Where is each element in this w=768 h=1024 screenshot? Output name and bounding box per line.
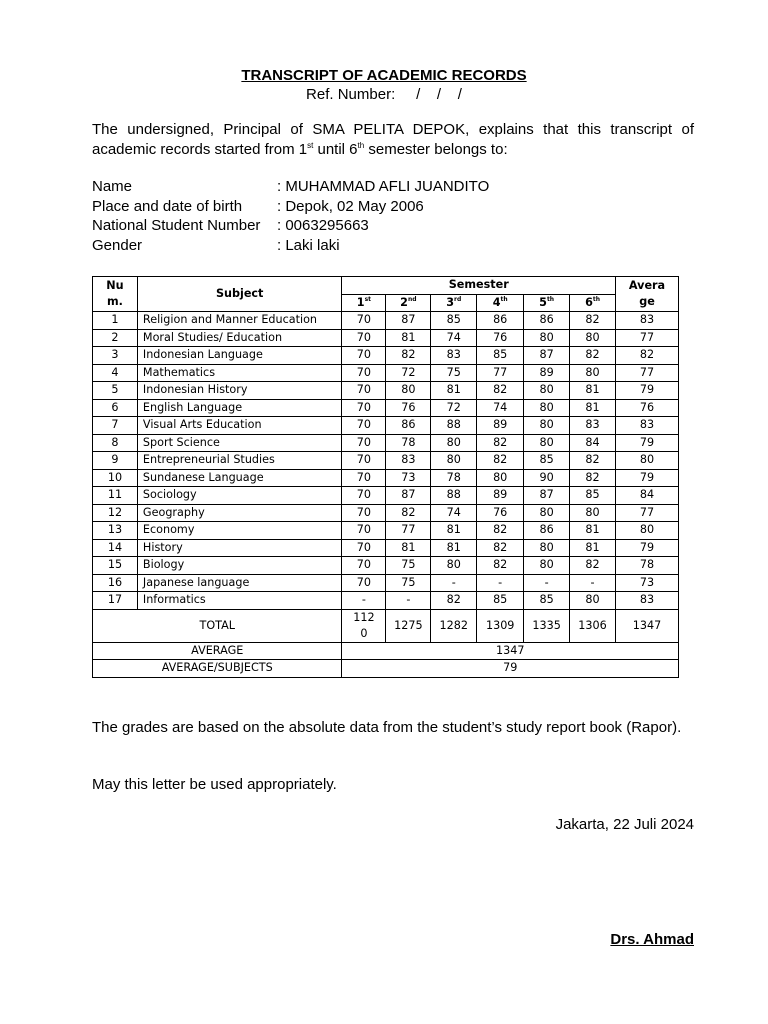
semester-4-score: 82: [477, 522, 524, 540]
table-row: [93, 557, 679, 575]
semester-3-score: -: [431, 574, 477, 592]
nsn-label: National Student Number: [92, 217, 261, 234]
semester-5-score: 80: [524, 504, 570, 522]
row-average: 83: [616, 592, 679, 610]
semester-5-score: 80: [524, 329, 570, 347]
row-number: 5: [93, 382, 138, 400]
nsn-row: [92, 216, 694, 236]
gender-row: [92, 236, 694, 256]
row-number: 9: [93, 452, 138, 470]
semester-1-score: 70: [342, 487, 386, 505]
table-row: [93, 574, 679, 592]
semester-3-score: 80: [431, 452, 477, 470]
row-number: 16: [93, 574, 138, 592]
semester-3-score: 85: [431, 312, 477, 330]
semester-2-score: 81: [386, 329, 431, 347]
row-number: 12: [93, 504, 138, 522]
semester-2-score: 83: [386, 452, 431, 470]
document-title: TRANSCRIPT OF ACADEMIC RECORDS: [241, 67, 527, 84]
row-average: 80: [616, 522, 679, 540]
semester-4-score: 85: [477, 592, 524, 610]
semester-6-score: 83: [570, 417, 616, 435]
average-value: 1347: [342, 642, 679, 660]
semester-1-score: 70: [342, 469, 386, 487]
total-sem-3: 1282: [431, 609, 477, 642]
semester-3-score: 80: [431, 434, 477, 452]
semester-6-score: 82: [570, 557, 616, 575]
row-average: 79: [616, 539, 679, 557]
semester-5-score: 90: [524, 469, 570, 487]
subject-name: Mathematics: [137, 364, 342, 382]
semester-6-score: 81: [570, 522, 616, 540]
table-row: [93, 522, 679, 540]
semester-1-header: 1st: [342, 294, 386, 312]
semester-1-score: 70: [342, 574, 386, 592]
average-row: [93, 642, 679, 660]
semester-6-score: 80: [570, 364, 616, 382]
semester-6-score: 81: [570, 399, 616, 417]
row-average: 77: [616, 329, 679, 347]
row-average: 76: [616, 399, 679, 417]
table-row: [93, 329, 679, 347]
semester-3-score: 75: [431, 364, 477, 382]
table-row: [93, 312, 679, 330]
row-average: 83: [616, 312, 679, 330]
semester-4-score: 76: [477, 504, 524, 522]
subject-name: History: [137, 539, 342, 557]
average-subjects-label: AVERAGE/SUBJECTS: [93, 660, 342, 678]
subject-name: English Language: [137, 399, 342, 417]
table-row: [93, 592, 679, 610]
subject-name: Sundanese Language: [137, 469, 342, 487]
semester-4-score: -: [477, 574, 524, 592]
semester-4-score: 80: [477, 469, 524, 487]
semester-1-score: 70: [342, 434, 386, 452]
semester-1-score: 70: [342, 452, 386, 470]
semester-5-score: 87: [524, 487, 570, 505]
semester-5-score: 80: [524, 417, 570, 435]
name-label: Name: [92, 178, 133, 195]
semester-6-score: 82: [570, 452, 616, 470]
semester-4-score: 76: [477, 329, 524, 347]
row-number: 7: [93, 417, 138, 435]
semester-6-score: 82: [570, 469, 616, 487]
row-number: 11: [93, 487, 138, 505]
semester-1-score: 70: [342, 539, 386, 557]
gender-label: Gender: [92, 236, 143, 254]
ref-label: Ref. Number:: [306, 86, 396, 103]
semester-3-score: 72: [431, 399, 477, 417]
semester-3-score: 74: [431, 504, 477, 522]
row-number: 2: [93, 329, 138, 347]
semester-6-score: 80: [570, 504, 616, 522]
semester-5-score: 80: [524, 382, 570, 400]
semester-2-score: 75: [386, 557, 431, 575]
row-average: 79: [616, 469, 679, 487]
subject-name: Geography: [137, 504, 342, 522]
semester-2-header: 2nd: [386, 294, 431, 312]
signer-name: Drs. Ahmad: [610, 931, 694, 948]
gender-value: : Laki laki: [277, 236, 340, 254]
row-average: 84: [616, 487, 679, 505]
total-sem-2: 1275: [386, 609, 431, 642]
reference-number: [0, 86, 768, 103]
birth-value: : Depok, 02 May 2006: [277, 197, 424, 215]
row-average: 79: [616, 434, 679, 452]
semester-4-score: 82: [477, 452, 524, 470]
semester-4-score: 82: [477, 434, 524, 452]
semester-6-score: 82: [570, 312, 616, 330]
table-row: [93, 399, 679, 417]
total-sem-5: 1335: [524, 609, 570, 642]
col-semester-header: Semester: [342, 277, 616, 295]
row-average: 79: [616, 382, 679, 400]
semester-3-score: 78: [431, 469, 477, 487]
row-number: 10: [93, 469, 138, 487]
semester-1-score: 70: [342, 382, 386, 400]
semester-2-score: 86: [386, 417, 431, 435]
subject-name: Visual Arts Education: [137, 417, 342, 435]
semester-2-score: 72: [386, 364, 431, 382]
semester-2-score: 87: [386, 312, 431, 330]
row-average: 83: [616, 417, 679, 435]
row-average: 80: [616, 452, 679, 470]
total-sem-6: 1306: [570, 609, 616, 642]
grades-note: The grades are based on the absolute data from the student’s study report book (Rapor).: [92, 719, 682, 736]
nsn-value: : 0063295663: [277, 217, 369, 234]
semester-4-score: 86: [477, 312, 524, 330]
row-number: 6: [93, 399, 138, 417]
semester-6-score: 81: [570, 539, 616, 557]
semester-1-score: -: [342, 592, 386, 610]
birth-label: Place and date of birth: [92, 197, 243, 215]
semester-5-score: 85: [524, 592, 570, 610]
semester-2-score: 75: [386, 574, 431, 592]
grades-table: [92, 276, 679, 678]
subject-name: Informatics: [137, 592, 342, 610]
semester-6-header: 6th: [570, 294, 616, 312]
semester-3-score: 88: [431, 417, 477, 435]
col-subject-header: Subject: [137, 277, 342, 312]
semester-1-score: 70: [342, 364, 386, 382]
semester-2-score: 78: [386, 434, 431, 452]
semester-4-score: 82: [477, 539, 524, 557]
semester-2-score: 77: [386, 522, 431, 540]
row-average: 77: [616, 364, 679, 382]
semester-1-score: 70: [342, 557, 386, 575]
semester-2-score: 82: [386, 347, 431, 365]
semester-3-score: 80: [431, 557, 477, 575]
semester-2-score: 81: [386, 539, 431, 557]
row-number: 15: [93, 557, 138, 575]
table-row: [93, 434, 679, 452]
total-sem-4: 1309: [477, 609, 524, 642]
semester-5-header: 5th: [524, 294, 570, 312]
total-average: 1347: [616, 609, 679, 642]
subject-name: Indonesian History: [137, 382, 342, 400]
table-row: [93, 364, 679, 382]
row-average: 82: [616, 347, 679, 365]
total-row: [93, 609, 679, 642]
semester-2-score: 87: [386, 487, 431, 505]
ref-value: / / /: [416, 86, 462, 103]
table-row: [93, 347, 679, 365]
birth-row: [92, 197, 694, 217]
semester-4-score: 89: [477, 417, 524, 435]
subject-name: Economy: [137, 522, 342, 540]
subject-name: Japanese language: [137, 574, 342, 592]
semester-6-score: -: [570, 574, 616, 592]
semester-3-score: 81: [431, 522, 477, 540]
semester-3-score: 83: [431, 347, 477, 365]
semester-5-score: 80: [524, 539, 570, 557]
semester-1-score: 70: [342, 347, 386, 365]
semester-3-score: 74: [431, 329, 477, 347]
row-average: 77: [616, 504, 679, 522]
semester-3-header: 3rd: [431, 294, 477, 312]
row-number: 14: [93, 539, 138, 557]
name-value: : MUHAMMAD AFLI JUANDITO: [277, 178, 490, 195]
semester-2-score: -: [386, 592, 431, 610]
semester-3-score: 81: [431, 539, 477, 557]
total-sem-1: 1120: [342, 609, 386, 642]
semester-5-score: 86: [524, 522, 570, 540]
semester-1-score: 70: [342, 312, 386, 330]
table-row: [93, 382, 679, 400]
average-subjects-row: [93, 660, 679, 678]
semester-3-score: 88: [431, 487, 477, 505]
grades-body: [93, 312, 679, 610]
semester-4-score: 77: [477, 364, 524, 382]
row-number: 17: [93, 592, 138, 610]
average-subjects-value: 79: [342, 660, 679, 678]
table-row: [93, 452, 679, 470]
table-row: [93, 469, 679, 487]
subject-name: Sociology: [137, 487, 342, 505]
intro-paragraph: The undersigned, Principal of SMA PELITA DEPOK, explains that this transcript of academic records started from 1st until 6th semester belongs to:: [92, 121, 694, 158]
row-number: 1: [93, 312, 138, 330]
semester-6-score: 80: [570, 329, 616, 347]
table-row: [93, 487, 679, 505]
row-number: 3: [93, 347, 138, 365]
semester-4-score: 85: [477, 347, 524, 365]
semester-2-score: 73: [386, 469, 431, 487]
semester-1-score: 70: [342, 417, 386, 435]
row-number: 4: [93, 364, 138, 382]
semester-6-score: 82: [570, 347, 616, 365]
subject-name: Religion and Manner Education: [137, 312, 342, 330]
subject-name: Biology: [137, 557, 342, 575]
row-average: 73: [616, 574, 679, 592]
semester-6-score: 85: [570, 487, 616, 505]
semester-6-score: 80: [570, 592, 616, 610]
subject-name: Sport Science: [137, 434, 342, 452]
row-number: 8: [93, 434, 138, 452]
semester-3-score: 81: [431, 382, 477, 400]
semester-1-score: 70: [342, 329, 386, 347]
subject-name: Entrepreneurial Studies: [137, 452, 342, 470]
name-row: [92, 177, 694, 197]
semester-4-score: 74: [477, 399, 524, 417]
semester-5-score: 87: [524, 347, 570, 365]
table-row: [93, 539, 679, 557]
col-average-header: Average: [616, 277, 679, 312]
student-info: [92, 177, 694, 255]
semester-4-header: 4th: [477, 294, 524, 312]
semester-3-score: 82: [431, 592, 477, 610]
semester-1-score: 70: [342, 504, 386, 522]
subject-name: Moral Studies/ Education: [137, 329, 342, 347]
col-num-header: Num.: [93, 277, 138, 312]
row-average: 78: [616, 557, 679, 575]
semester-4-score: 82: [477, 557, 524, 575]
table-row: [93, 417, 679, 435]
place-date: Jakarta, 22 Juli 2024: [555, 816, 694, 833]
semester-6-score: 84: [570, 434, 616, 452]
semester-4-score: 82: [477, 382, 524, 400]
semester-5-score: 86: [524, 312, 570, 330]
average-label: AVERAGE: [93, 642, 342, 660]
semester-5-score: -: [524, 574, 570, 592]
closing-sentence: May this letter be used appropriately.: [92, 776, 337, 793]
semester-1-score: 70: [342, 522, 386, 540]
semester-5-score: 85: [524, 452, 570, 470]
semester-2-score: 82: [386, 504, 431, 522]
semester-2-score: 80: [386, 382, 431, 400]
semester-1-score: 70: [342, 399, 386, 417]
semester-2-score: 76: [386, 399, 431, 417]
semester-5-score: 89: [524, 364, 570, 382]
total-label: TOTAL: [93, 609, 342, 642]
semester-5-score: 80: [524, 557, 570, 575]
semester-5-score: 80: [524, 399, 570, 417]
semester-4-score: 89: [477, 487, 524, 505]
subject-name: Indonesian Language: [137, 347, 342, 365]
table-row: [93, 504, 679, 522]
row-number: 13: [93, 522, 138, 540]
semester-6-score: 81: [570, 382, 616, 400]
semester-5-score: 80: [524, 434, 570, 452]
